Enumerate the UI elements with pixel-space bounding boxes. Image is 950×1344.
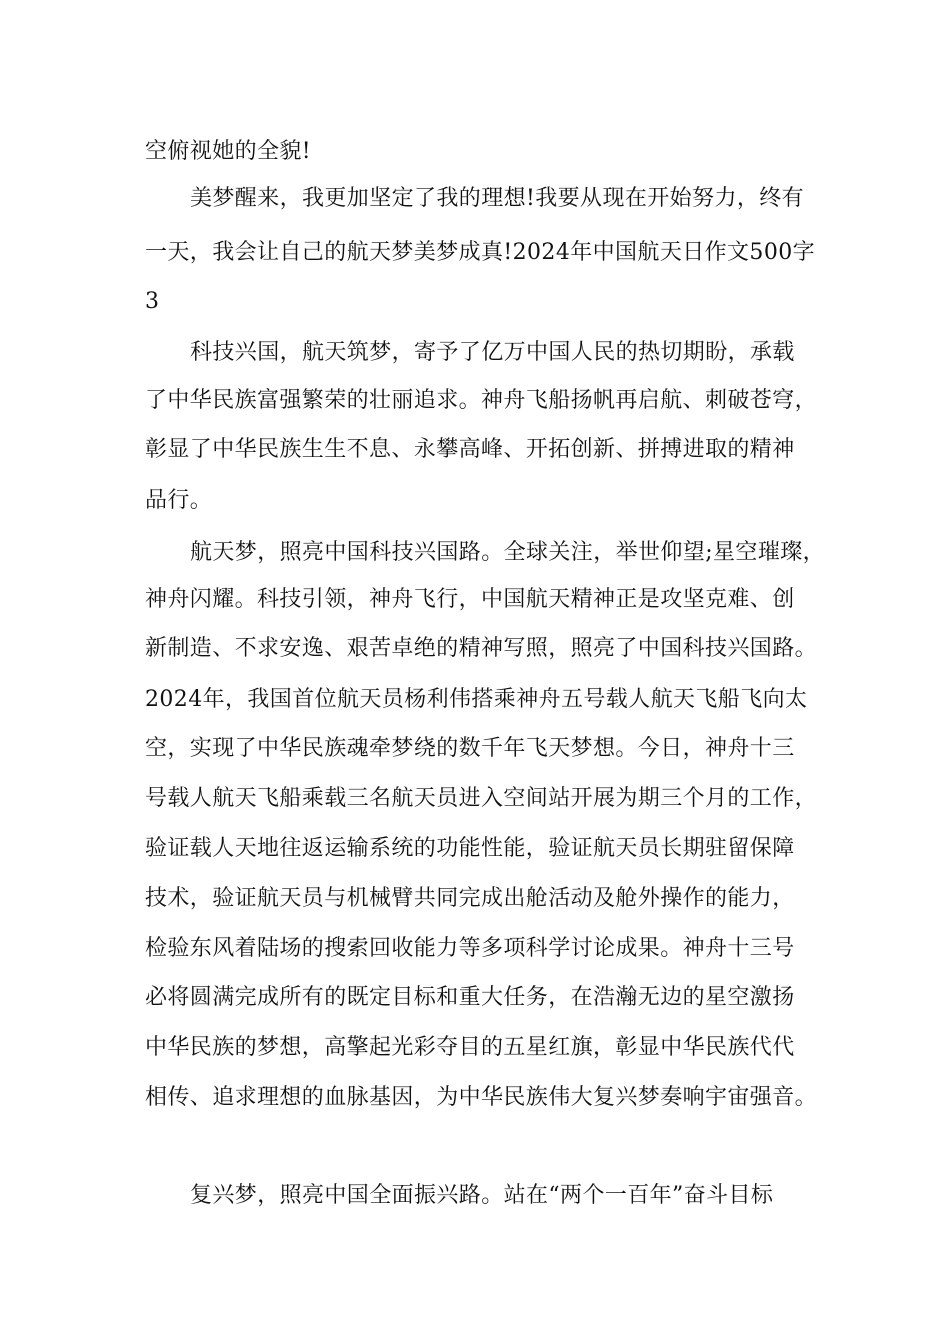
text-line: 号载人航天飞船乘载三名航天员进入空间站开展为期三个月的工作， xyxy=(145,786,818,811)
text-line: 技术，验证航天员与机械臂共同完成出舱活动及舱外操作的能力， xyxy=(145,886,795,911)
text-line: 了中华民族富强繁荣的壮丽追求。神舟飞船扬帆再启航、刺破苍穹， xyxy=(145,388,818,413)
text-line: 相传、追求理想的血脉基因，为中华民族伟大复兴梦奏响宇宙强音。 xyxy=(145,1085,818,1110)
text-line: 空俯视她的全貌! xyxy=(145,139,312,164)
text-line: 必将圆满完成所有的既定目标和重大任务，在浩瀚无边的星空激扬 xyxy=(145,985,795,1010)
text-line: 空，实现了中华民族魂牵梦绕的数千年飞天梦想。今日，神舟十三 xyxy=(145,736,795,761)
text-line: 复兴梦，照亮中国全面振兴路。站在“两个一百年”奋斗目标 xyxy=(190,1183,774,1208)
text-line: 美梦醒来，我更加坚定了我的理想!我要从现在开始努力，终有 xyxy=(190,186,805,211)
text-line: 3 xyxy=(145,289,160,314)
text-line: 一天，我会让自己的航天梦美梦成真!2024年中国航天日作文500字 xyxy=(145,240,816,265)
text-line: 新制造、不求安逸、艰苦卓绝的精神写照，照亮了中国科技兴国路。 xyxy=(145,636,818,661)
text-line: 验证载人天地往返运输系统的功能性能，验证航天员长期驻留保障 xyxy=(145,836,795,861)
text-line: 科技兴国，航天筑梦，寄予了亿万中国人民的热切期盼，承载 xyxy=(190,340,795,365)
text-line: 神舟闪耀。科技引领，神舟飞行，中国航天精神正是攻坚克难、创 xyxy=(145,587,795,612)
text-line: 2024年，我国首位航天员杨利伟搭乘神舟五号载人航天飞船飞向太 xyxy=(145,687,808,712)
text-line: 检验东风着陆场的搜索回收能力等多项科学讨论成果。神舟十三号 xyxy=(145,936,795,961)
text-line: 彰显了中华民族生生不息、永攀高峰、开拓创新、拼搏进取的精神 xyxy=(145,437,795,462)
text-line: 航天梦，照亮中国科技兴国路。全球关注，举世仰望;星空璀璨， xyxy=(190,540,826,565)
text-line: 品行。 xyxy=(145,488,213,513)
text-line: 中华民族的梦想，高擎起光彩夺目的五星红旗，彰显中华民族代代 xyxy=(145,1035,795,1060)
